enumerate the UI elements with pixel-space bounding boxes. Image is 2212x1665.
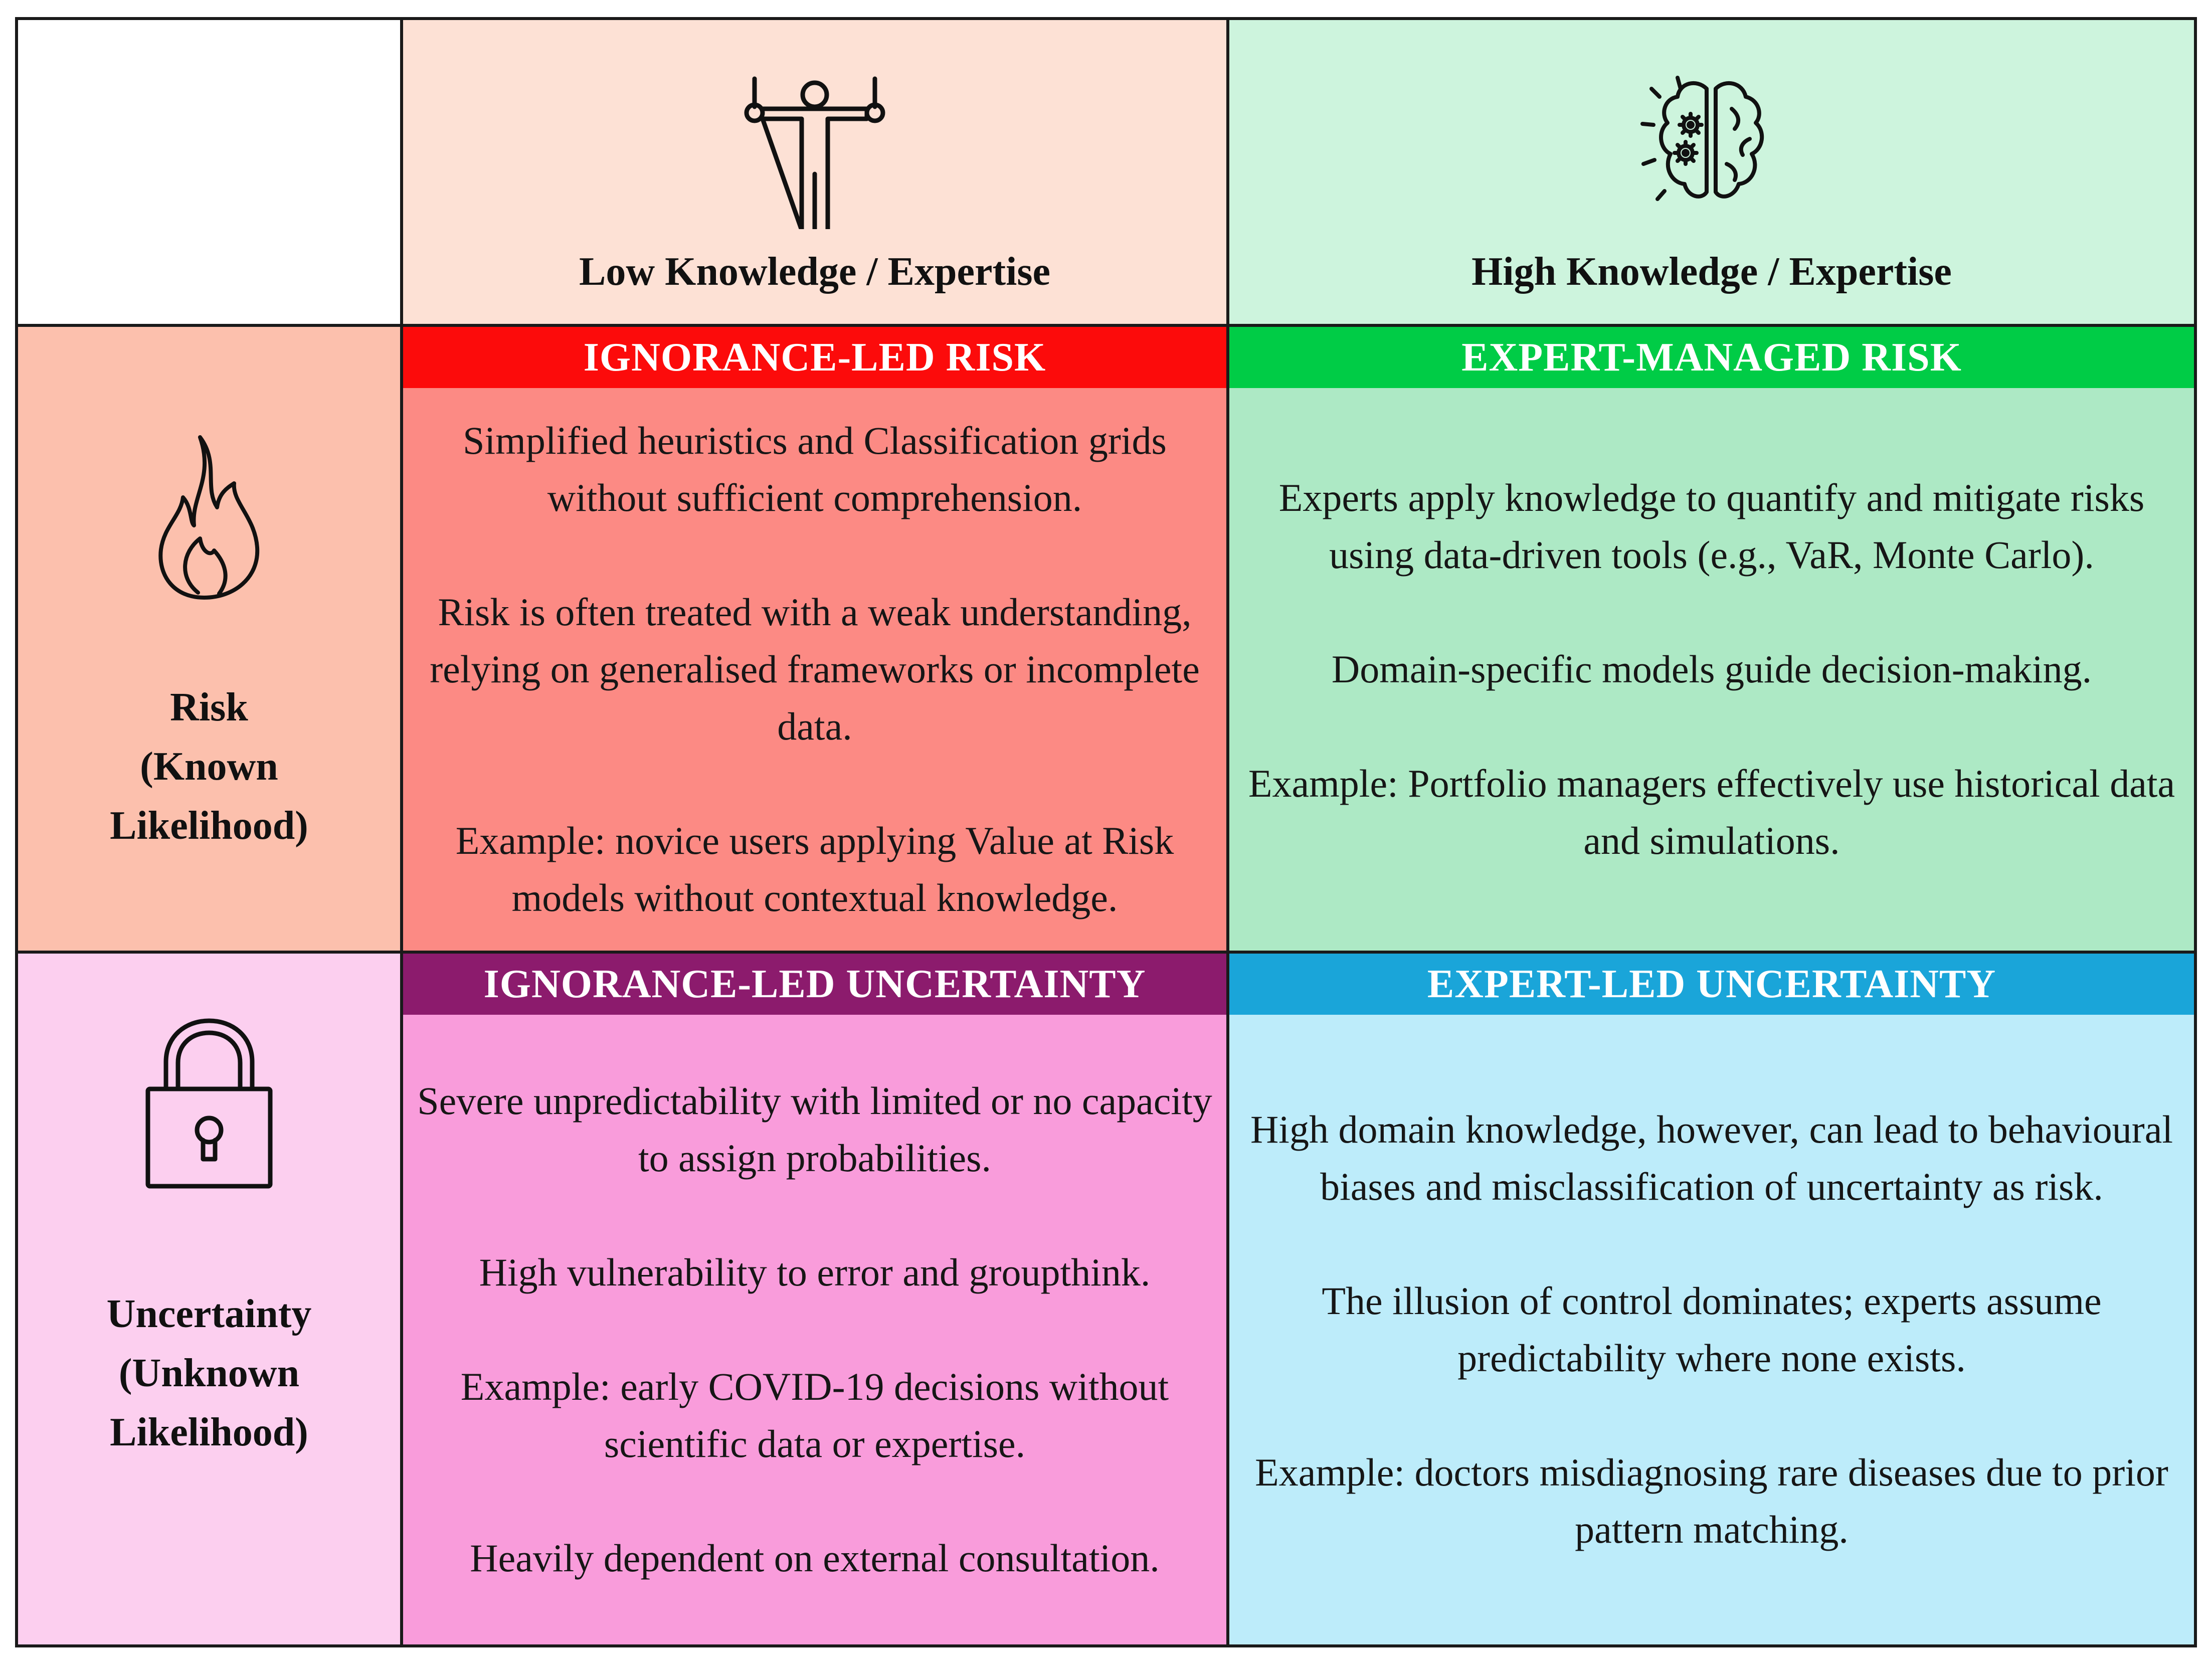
paragraph: Example: Portfolio managers effectively use historical data and simulations. [1248, 762, 2175, 862]
column-header-high-knowledge [1229, 20, 2194, 327]
row-title-risk: Risk (Known Likelihood) [110, 685, 308, 848]
quadrant-heading-expert-led-uncertainty: EXPERT-LED UNCERTAINTY [1229, 954, 2194, 1015]
quadrant-body-ignorance-led-risk [403, 388, 1226, 951]
person-on-rings-icon [734, 69, 895, 229]
paragraph: Simplified heuristics and Classification grids without sufficient comprehension. [463, 419, 1167, 519]
column-title-low: Low Knowledge / Expertise [579, 250, 1050, 294]
brain-with-gears-icon [1631, 69, 1792, 229]
paragraph: Severe unpredictability with limited or no capacity to assign probabilities. [417, 1079, 1212, 1180]
quadrant-heading-expert-managed-risk: EXPERT-MANAGED RISK [1229, 327, 2194, 388]
row-header-risk [18, 327, 403, 954]
quadrant-heading-ignorance-led-risk: IGNORANCE-LED RISK [403, 327, 1226, 388]
column-header-low-knowledge [403, 20, 1229, 327]
paragraph: Example: early COVID-19 decisions without scientific data or expertise. [460, 1365, 1169, 1465]
quadrant-ignorance-led-risk [403, 327, 1229, 954]
quadrant-body-ignorance-led-uncertainty [403, 1015, 1226, 1644]
paragraph: Example: novice users applying Value at Risk models without contextual knowledge. [455, 819, 1174, 919]
column-title-high: High Knowledge / Expertise [1471, 250, 1952, 294]
paragraph: Experts apply knowledge to quantify and mitigate risks using data-driven tools (e.g., VaR, Monte Carlo). [1278, 476, 2145, 577]
paragraph: Risk is often treated with a weak understanding, relying on generalised frameworks or incomplete data. [430, 590, 1200, 748]
quadrant-body-expert-led-uncertainty [1229, 1015, 2194, 1644]
paragraph: Example: doctors misdiagnosing rare diseases due to prior pattern matching. [1255, 1450, 2168, 1551]
risk-uncertainty-matrix [15, 17, 2197, 1647]
paragraph: High vulnerability to error and groupthink. [479, 1250, 1151, 1294]
padlock-icon [139, 1014, 279, 1194]
paragraph: Heavily dependent on external consultation. [470, 1536, 1160, 1580]
quadrant-ignorance-led-uncertainty [403, 954, 1229, 1644]
quadrant-body-expert-managed-risk [1229, 388, 2194, 951]
row-header-uncertainty [18, 954, 403, 1644]
paragraph: Domain-specific models guide decision-making. [1331, 647, 2092, 691]
row-title-uncertainty: Uncertainty (Unknown Likelihood) [106, 1292, 312, 1454]
quadrant-expert-managed-risk [1229, 327, 2194, 954]
corner-cell [18, 20, 403, 327]
paragraph: The illusion of control dominates; experts assume predictability where none exists. [1322, 1279, 2102, 1380]
quadrant-expert-led-uncertainty [1229, 954, 2194, 1644]
paragraph: High domain knowledge, however, can lead to behavioural biases and misclassification of uncertainty as risk. [1250, 1107, 2173, 1208]
quadrant-heading-ignorance-led-uncertainty: IGNORANCE-LED UNCERTAINTY [403, 954, 1226, 1015]
flame-icon [144, 427, 274, 608]
